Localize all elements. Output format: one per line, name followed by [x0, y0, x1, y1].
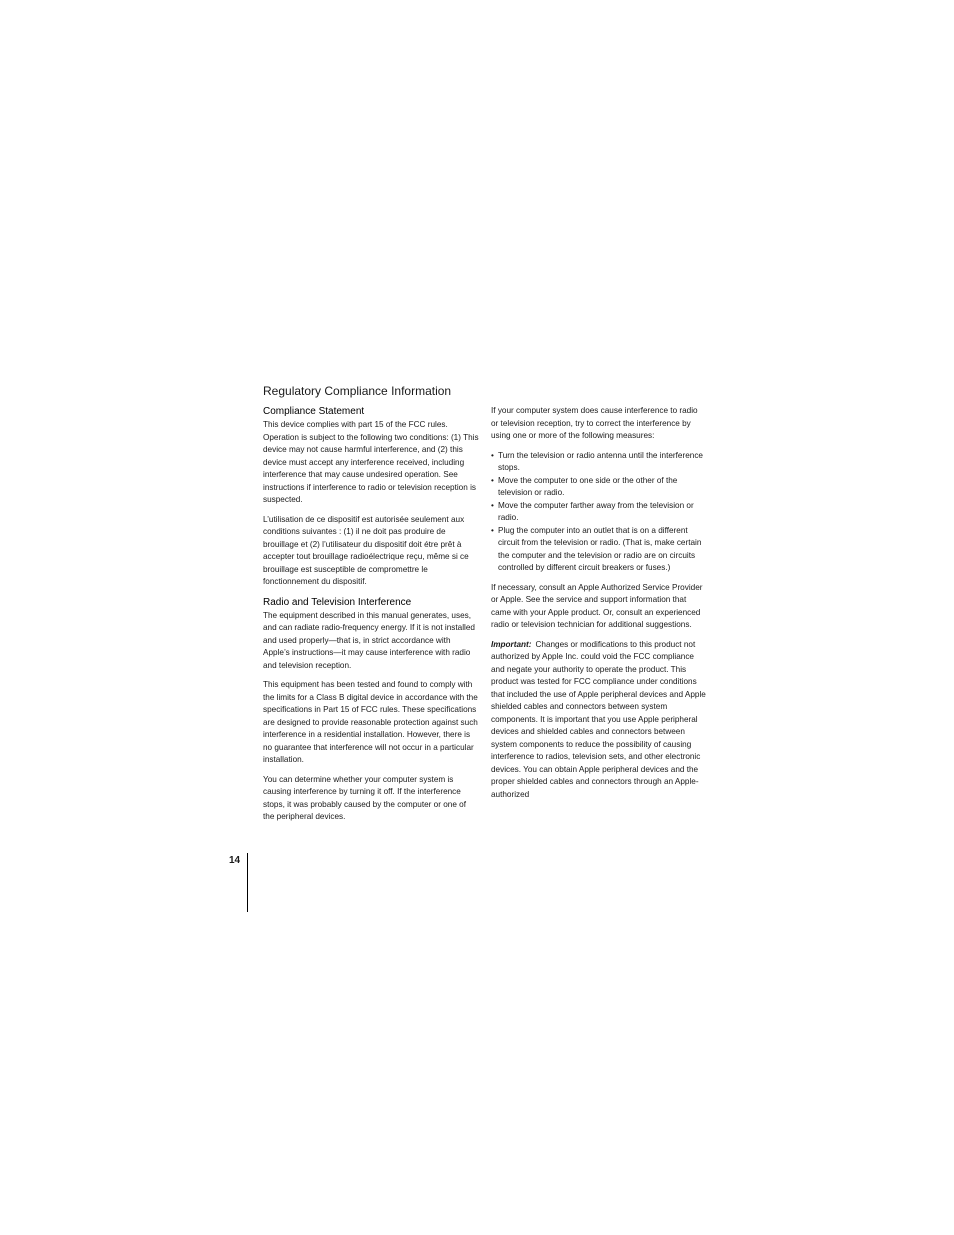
page-number: 14 [229, 855, 241, 866]
interference-intro: If your computer system does cause interference to radio or television reception, try to correct the interference by using one or more of the following measures: [491, 406, 698, 440]
radio-paragraph-3: You can determine whether your computer system is causing interference by turning it off. If the interference stops, it was probably caused by the computer or one of the peripheral devices. [263, 774, 466, 821]
page-divider [247, 853, 248, 912]
compliance-paragraph-2: L’utilisation de ce dispositif est autorisée seulement aux conditions suivantes : (1) il ne doit pas produire de brouillage et (2) l’utilisateur du dispositif doit étre prêt à accepter tout brouillage radioélectrique reçu, même si ce brouillage est susceptible de compromettre le fonctionnement du dispositif. [263, 514, 469, 586]
page-title: Regulatory Compliance Information [263, 384, 452, 398]
measures-list [491, 450, 707, 575]
radio-interference-heading: Radio and Television Interference [263, 596, 412, 608]
list-item: • Move the computer to one side or the other of the television or radio. [491, 475, 707, 500]
radio-paragraph-1: The equipment described in this manual generates, uses, and can radiate radio-frequency energy. If it is not installed and used properly—that is, in strict accordance with Apple’s instructions—it may cause interference with radio and television reception. [263, 610, 475, 670]
important-paragraph [491, 639, 707, 802]
important-text: Changes or modifications to this product not authorized by Apple Inc. could void the FCC compliance and negate your authority to operate the product. This product was tested for FCC compliance under conditions that included the use of Apple peripheral devices and Apple shielded cables and connectors between system components. It is important that you use Apple peripheral devices and shielded cables and connectors between system components to reduce the possibility of causing interference to radios, television sets, and other electronic devices. You can obtain Apple peripheral devices and the proper shielded cables and connectors through an Apple-authorized [491, 639, 706, 799]
compliance-heading: Compliance Statement [263, 406, 365, 417]
list-item: • Move the computer farther away from the television or radio. [491, 500, 707, 525]
list-item: • Plug the computer into an outlet that is on a different circuit from the television or radio. (That is, make certain the computer and the television or radio are on circuits controlled by different circuit breakers or fuses.) [491, 525, 707, 575]
right-column [491, 405, 707, 808]
compliance-paragraph-1: This device complies with part 15 of the FCC rules. Operation is subject to the following two conditions: (1) This device may not cause harmful interference, and (2) this device must accept any interference received, including interference that may cause undesired operation. See instructions if interference to radio or television reception is suspected. [263, 420, 479, 504]
left-column [263, 405, 479, 831]
radio-paragraph-2: This equipment has been tested and found to comply with the limits for a Class B digital device in accordance with the specifications in Part 15 of FCC rules. These specifications are designed to provide reasonable protection against such interference in a residential installation. However, there is no guarantee that interference will not occur in a particular installation. [263, 680, 478, 764]
consult-paragraph: If necessary, consult an Apple Authorized Service Provider or Apple. See the service and support information that came with your Apple product. Or, consult an experienced radio or television technician for additional suggestions. [491, 582, 703, 629]
list-item: • Turn the television or radio antenna until the interference stops. [491, 450, 707, 475]
important-label: Important: [491, 639, 532, 649]
